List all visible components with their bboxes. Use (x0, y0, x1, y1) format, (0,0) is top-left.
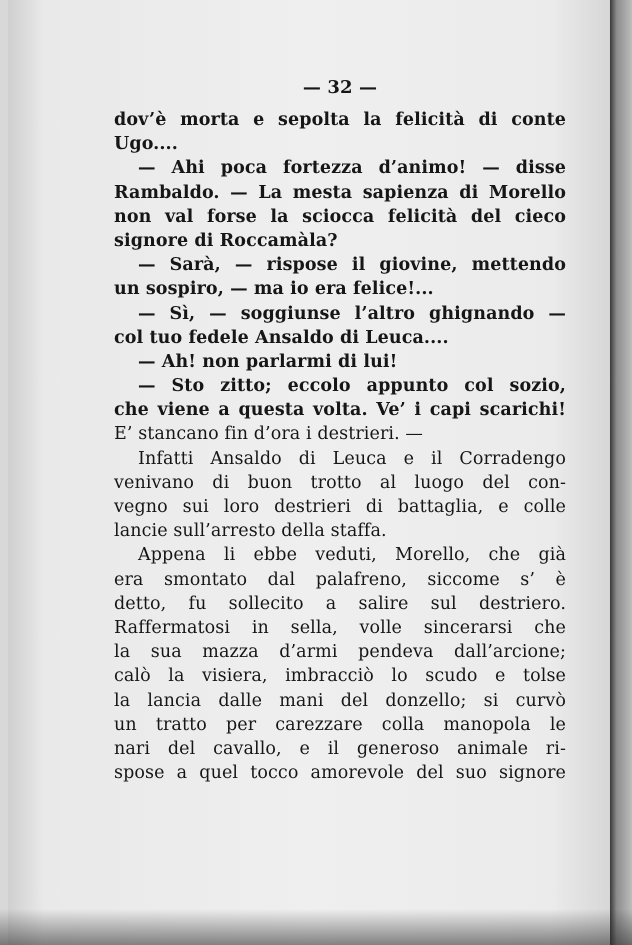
text-line: — Ah! non parlarmi di lui! (138, 351, 398, 372)
text-line: col tuo fedele Ansaldo di Leuca.... (114, 327, 449, 348)
text-line: Rambaldo. — La mesta sapienza di Morello (114, 182, 566, 203)
text-lines (114, 108, 566, 785)
text-block (114, 68, 566, 785)
text-line: detto, fu sollecito a salire sul destriero. (114, 593, 566, 614)
text-line: — Sto zitto; eccolo appunto col sozio, (138, 376, 566, 397)
text-line: un sospiro, — ma io era felice!... (114, 279, 434, 300)
text-line: che viene a questa volta. Ve’ i capi scarichi! (114, 400, 566, 421)
text-line: venivano di buon trotto al luogo del con- (114, 472, 566, 493)
text-line: nari del cavallo, e il generoso animale ri- (114, 738, 566, 759)
next-page-edge (610, 0, 632, 945)
text-line: Ugo.... (114, 134, 178, 155)
text-line: signore di Roccamàla? (114, 230, 338, 251)
text-line: era smontato dal palafreno, siccome s’ è (114, 569, 566, 590)
page-number: — 32 — (302, 77, 378, 98)
text-line: Infatti Ansaldo di Leuca e il Corradengo (138, 448, 566, 469)
text-line: dov’è morta e sepolta la felicità di conte (114, 110, 566, 130)
bottom-shadow (0, 909, 632, 945)
text-line: Raffermatosi in sella, volle sincerarsi che (114, 617, 566, 638)
text-line: lancie sull’arresto della staffa. (114, 521, 387, 542)
text-line: vegno sui loro destrieri di battaglia, e colle (114, 497, 566, 517)
text-line: — Sì, — soggiunse l’altro ghignando — (138, 303, 566, 324)
text-line: Appena li ebbe veduti, Morello, che già (138, 545, 566, 566)
text-line: calò la visiera, imbracciò lo scudo e tolse (114, 666, 566, 687)
text-line: spose a quel tocco amorevole del suo signore (114, 763, 566, 784)
text-line: — Ahi poca fortezza d’animo! — disse (138, 158, 566, 179)
text-line: E’ stancano fin d’ora i destrieri. — (114, 424, 424, 445)
text-line: non val forse la sciocca felicità del cieco (114, 206, 566, 227)
text-line: — Sarà, — rispose il giovine, mettendo (138, 255, 566, 276)
text-line: un tratto per carezzare colla manopola le (114, 714, 566, 735)
text-line: la sua mazza d’armi pendeva dall’arcione; (114, 642, 566, 663)
text-line: la lancia dalle mani del donzello; si curvò (114, 690, 566, 711)
